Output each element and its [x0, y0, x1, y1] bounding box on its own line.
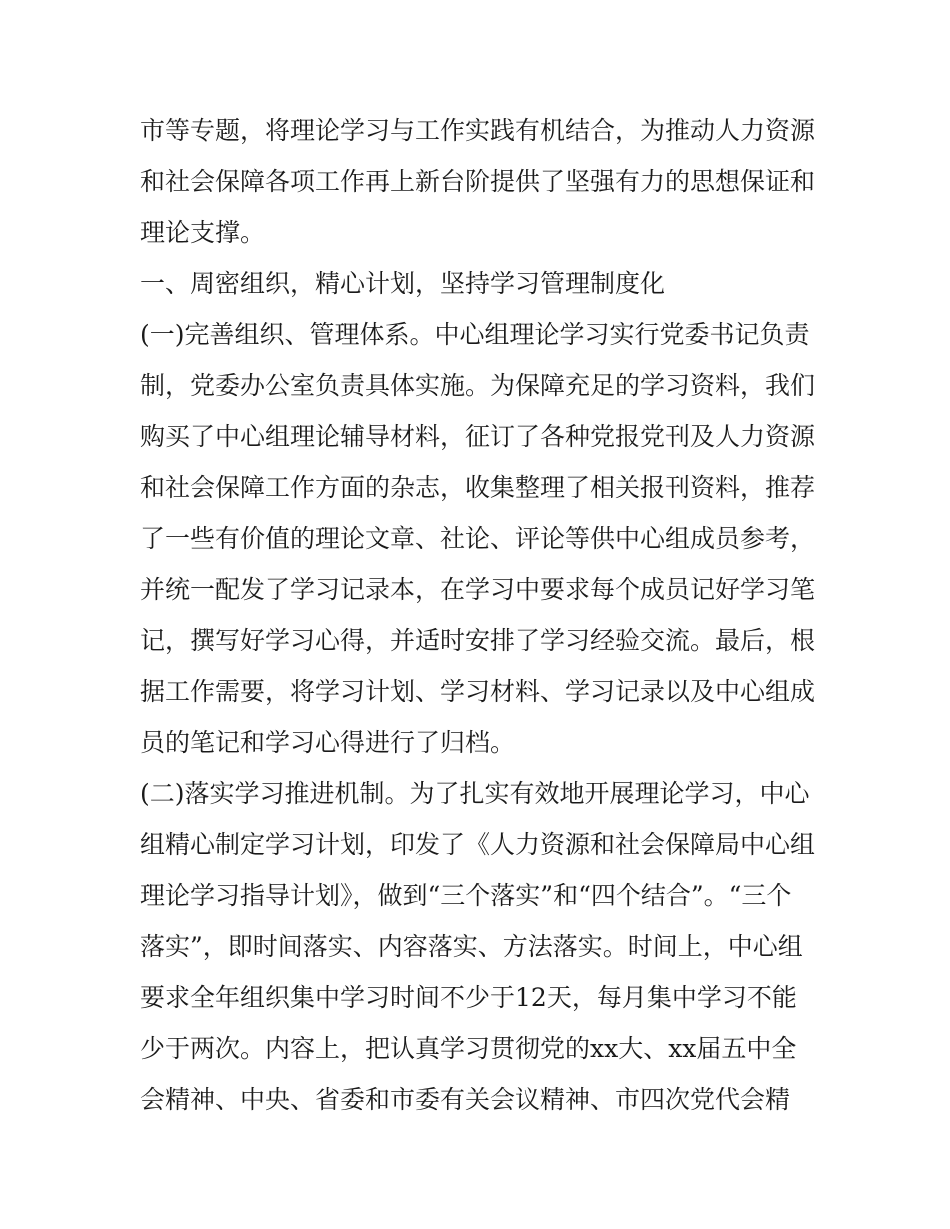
- text-line: 制，党委办公室负责具体实施。为保障充足的学习资料，我们: [140, 371, 816, 400]
- text-line: 了一些有价值的理论文章、社论、评论等供中心组成员参考，: [140, 524, 816, 553]
- text-line: 组精心制定学习计划，印发了《人力资源和社会保障局中心组: [140, 830, 816, 859]
- text-line: 市等专题，将理论学习与工作实践有机结合，为推动人力资源: [140, 116, 816, 145]
- text-line: 和社会保障各项工作再上新台阶提供了坚强有力的思想保证和: [140, 167, 816, 196]
- text-line: 少于两次。内容上，把认真学习贯彻党的xx大、xx届五中全: [140, 1034, 797, 1063]
- text-line: 要求全年组织集中学习时间不少于12天，每月集中学习不能: [140, 983, 797, 1012]
- text-line: 据工作需要，将学习计划、学习材料、学习记录以及中心组成: [140, 677, 816, 706]
- section-heading: 一、周密组织，精心计划，坚持学习管理制度化: [140, 269, 666, 298]
- text-line: 员的笔记和学习心得进行了归档。: [140, 728, 516, 757]
- text-line: (一)完善组织、管理体系。中心组理论学习实行党委书记负责: [140, 320, 810, 349]
- text-line: 理论学习指导计划》，做到“三个落实”和“四个结合”。“三个: [140, 881, 792, 910]
- text-line: 落实”，即时间落实、内容落实、方法落实。时间上，中心组: [140, 932, 803, 961]
- document-body: [140, 105, 830, 1125]
- text-line: 并统一配发了学习记录本，在学习中要求每个成员记好学习笔: [140, 575, 816, 604]
- text-line: 购买了中心组理论辅导材料，征订了各种党报党刊及人力资源: [140, 422, 816, 451]
- text-line: 理论支撑。: [140, 218, 266, 247]
- text-line: 会精神、中央、省委和市委有关会议精神、市四次党代会精: [140, 1085, 791, 1114]
- text-line: 记，撰写好学习心得，并适时安排了学习经验交流。最后，根: [140, 626, 816, 655]
- text-line: (二)落实学习推进机制。为了扎实有效地开展理论学习，中心: [140, 779, 810, 808]
- text-line: 和社会保障工作方面的杂志，收集整理了相关报刊资料，推荐: [140, 473, 816, 502]
